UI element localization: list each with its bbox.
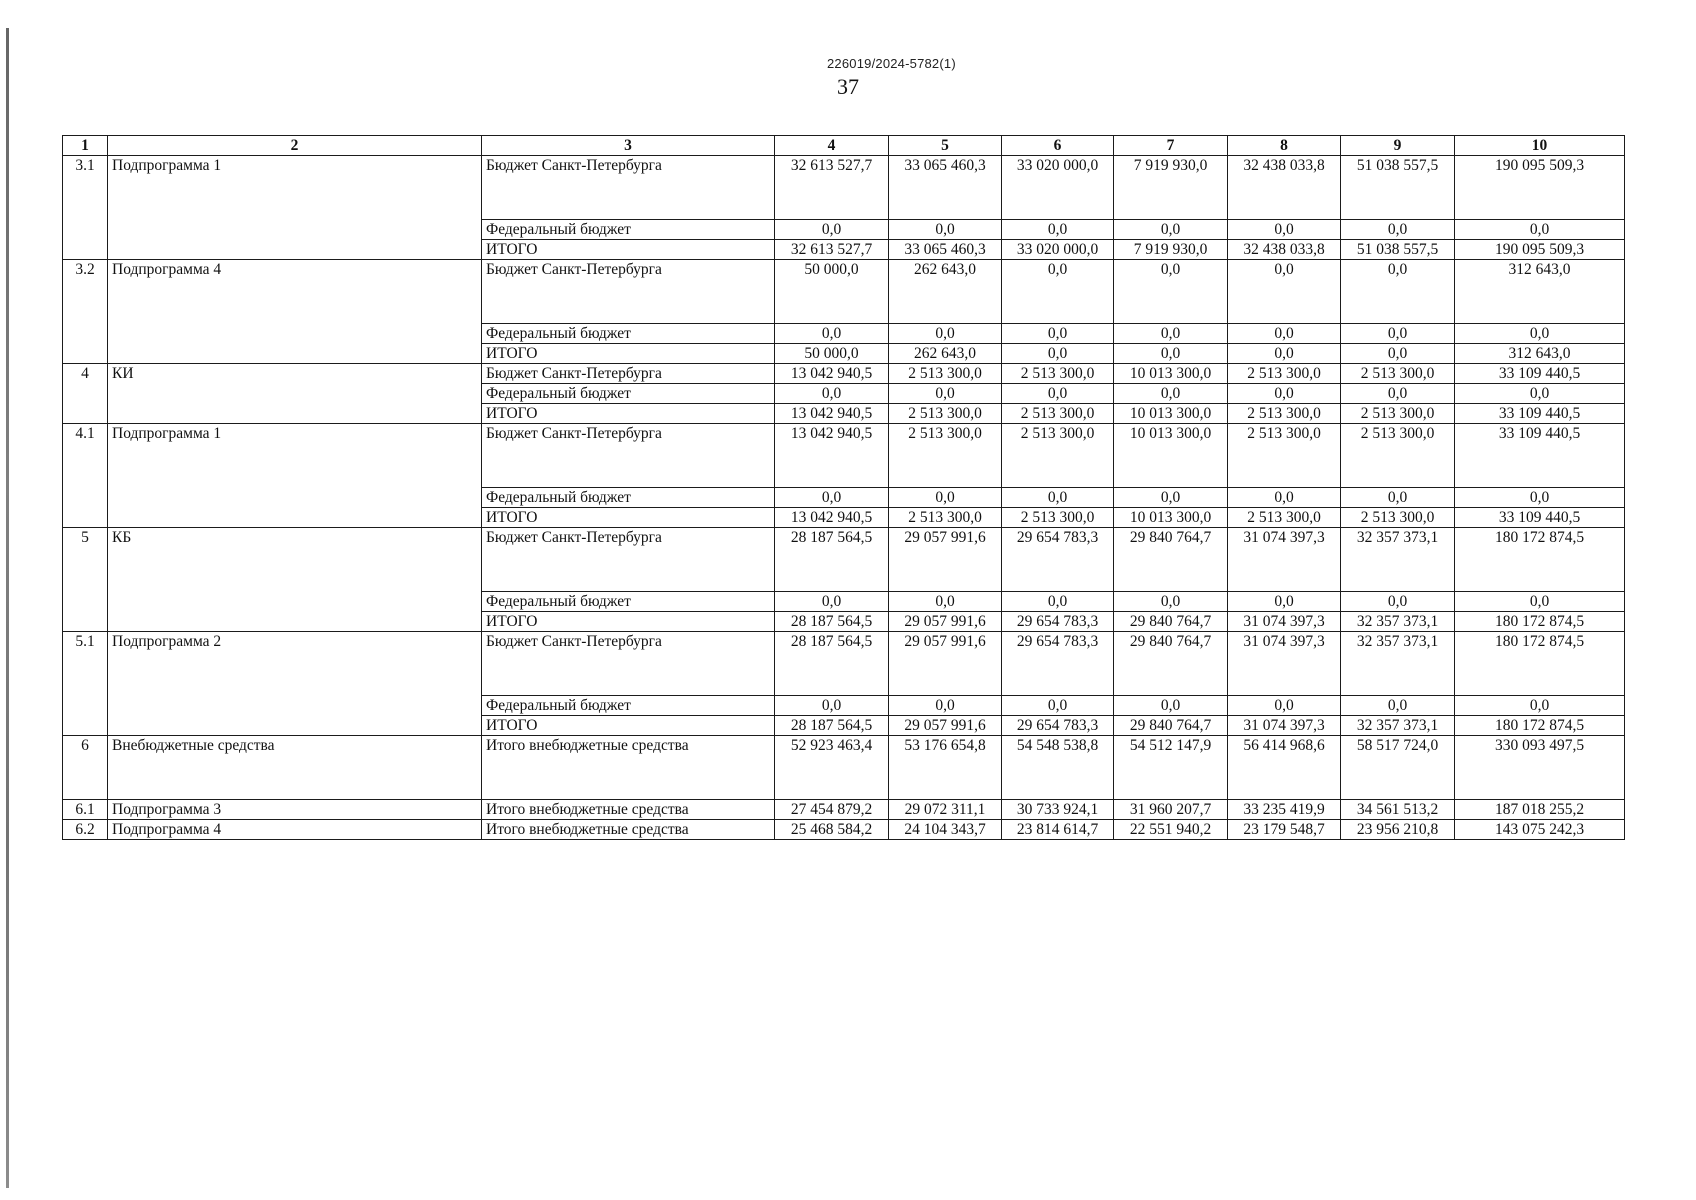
- year-value: 31 074 397,3: [1228, 632, 1341, 696]
- year-value: 2 513 300,0: [889, 424, 1002, 488]
- total-value: 33 109 440,5: [1455, 508, 1625, 528]
- total-value: 330 093 497,5: [1455, 736, 1625, 800]
- program-name: Внебюджетные средства: [108, 736, 482, 800]
- year-value: 29 840 764,7: [1114, 716, 1228, 736]
- total-value: 187 018 255,2: [1455, 800, 1625, 820]
- funding-source: Бюджет Санкт-Петербурга: [482, 424, 775, 488]
- year-value: 0,0: [1341, 592, 1455, 612]
- header-row: [63, 136, 1625, 156]
- total-value: 0,0: [1455, 384, 1625, 404]
- year-value: 0,0: [1002, 344, 1114, 364]
- year-value: 54 512 147,9: [1114, 736, 1228, 800]
- program-name: Подпрограмма 3: [108, 800, 482, 820]
- funding-source: Итого внебюджетные средства: [482, 800, 775, 820]
- total-value: 180 172 874,5: [1455, 632, 1625, 696]
- year-value: 31 960 207,7: [1114, 800, 1228, 820]
- table-row: [63, 736, 1625, 800]
- year-value: 13 042 940,5: [775, 508, 889, 528]
- program-name: Подпрограмма 1: [108, 424, 482, 528]
- year-value: 29 057 991,6: [889, 612, 1002, 632]
- total-value: 312 643,0: [1455, 260, 1625, 324]
- year-value: 0,0: [775, 220, 889, 240]
- funding-source: ИТОГО: [482, 716, 775, 736]
- row-number: 4.1: [63, 424, 108, 528]
- funding-source: ИТОГО: [482, 344, 775, 364]
- year-value: 2 513 300,0: [1002, 364, 1114, 384]
- year-value: 0,0: [1002, 324, 1114, 344]
- row-number: 4: [63, 364, 108, 424]
- program-name: Подпрограмма 4: [108, 820, 482, 840]
- funding-source: ИТОГО: [482, 612, 775, 632]
- year-value: 2 513 300,0: [1341, 508, 1455, 528]
- year-value: 0,0: [1341, 260, 1455, 324]
- year-value: 0,0: [1002, 384, 1114, 404]
- year-value: 10 013 300,0: [1114, 364, 1228, 384]
- year-value: 10 013 300,0: [1114, 404, 1228, 424]
- year-value: 0,0: [889, 324, 1002, 344]
- year-value: 2 513 300,0: [1002, 424, 1114, 488]
- year-value: 2 513 300,0: [1228, 508, 1341, 528]
- year-value: 29 840 764,7: [1114, 612, 1228, 632]
- header-cell: 9: [1341, 136, 1455, 156]
- row-number: 6.1: [63, 800, 108, 820]
- total-value: 33 109 440,5: [1455, 364, 1625, 384]
- funding-source: Федеральный бюджет: [482, 592, 775, 612]
- total-value: 0,0: [1455, 696, 1625, 716]
- year-value: 25 468 584,2: [775, 820, 889, 840]
- year-value: 0,0: [1002, 488, 1114, 508]
- year-value: 0,0: [775, 324, 889, 344]
- year-value: 0,0: [775, 488, 889, 508]
- year-value: 10 013 300,0: [1114, 508, 1228, 528]
- year-value: 50 000,0: [775, 260, 889, 324]
- table-row: [63, 800, 1625, 820]
- header-cell: 3: [482, 136, 775, 156]
- year-value: 29 840 764,7: [1114, 528, 1228, 592]
- table-row: [63, 364, 1625, 384]
- year-value: 28 187 564,5: [775, 632, 889, 696]
- row-number: 5.1: [63, 632, 108, 736]
- funding-source: Федеральный бюджет: [482, 324, 775, 344]
- year-value: 33 020 000,0: [1002, 156, 1114, 220]
- year-value: 32 357 373,1: [1341, 716, 1455, 736]
- table-row: [63, 424, 1625, 488]
- total-value: 180 172 874,5: [1455, 716, 1625, 736]
- program-name: КБ: [108, 528, 482, 632]
- year-value: 262 643,0: [889, 260, 1002, 324]
- header-cell: 8: [1228, 136, 1341, 156]
- year-value: 0,0: [1228, 324, 1341, 344]
- program-name: Подпрограмма 1: [108, 156, 482, 260]
- year-value: 2 513 300,0: [1341, 424, 1455, 488]
- total-value: 0,0: [1455, 220, 1625, 240]
- year-value: 0,0: [1114, 344, 1228, 364]
- year-value: 31 074 397,3: [1228, 528, 1341, 592]
- total-value: 33 109 440,5: [1455, 404, 1625, 424]
- budget-table-body: [63, 156, 1625, 840]
- total-value: 0,0: [1455, 324, 1625, 344]
- year-value: 32 357 373,1: [1341, 528, 1455, 592]
- funding-source: Бюджет Санкт-Петербурга: [482, 156, 775, 220]
- year-value: 53 176 654,8: [889, 736, 1002, 800]
- year-value: 0,0: [1228, 260, 1341, 324]
- funding-source: Бюджет Санкт-Петербурга: [482, 632, 775, 696]
- year-value: 0,0: [775, 592, 889, 612]
- document-stamp: 226019/2024-5782(1): [827, 56, 956, 71]
- year-value: 33 235 419,9: [1228, 800, 1341, 820]
- year-value: 0,0: [1341, 384, 1455, 404]
- year-value: 29 840 764,7: [1114, 632, 1228, 696]
- header-cell: 7: [1114, 136, 1228, 156]
- year-value: 27 454 879,2: [775, 800, 889, 820]
- total-value: 180 172 874,5: [1455, 612, 1625, 632]
- year-value: 32 438 033,8: [1228, 156, 1341, 220]
- year-value: 32 357 373,1: [1341, 632, 1455, 696]
- budget-table: [62, 135, 1625, 840]
- year-value: 0,0: [1228, 384, 1341, 404]
- year-value: 0,0: [1228, 592, 1341, 612]
- year-value: 0,0: [1228, 488, 1341, 508]
- year-value: 51 038 557,5: [1341, 240, 1455, 260]
- row-number: 6: [63, 736, 108, 800]
- year-value: 29 654 783,3: [1002, 716, 1114, 736]
- year-value: 2 513 300,0: [889, 404, 1002, 424]
- year-value: 0,0: [1002, 592, 1114, 612]
- year-value: 32 357 373,1: [1341, 612, 1455, 632]
- year-value: 0,0: [1002, 260, 1114, 324]
- year-value: 23 179 548,7: [1228, 820, 1341, 840]
- total-value: 180 172 874,5: [1455, 528, 1625, 592]
- year-value: 0,0: [1341, 488, 1455, 508]
- year-value: 13 042 940,5: [775, 364, 889, 384]
- funding-source: Федеральный бюджет: [482, 696, 775, 716]
- year-value: 2 513 300,0: [889, 508, 1002, 528]
- header-cell: 6: [1002, 136, 1114, 156]
- year-value: 50 000,0: [775, 344, 889, 364]
- year-value: 0,0: [775, 384, 889, 404]
- table-row: [63, 156, 1625, 220]
- table-row: [63, 260, 1625, 324]
- year-value: 29 057 991,6: [889, 632, 1002, 696]
- funding-source: Федеральный бюджет: [482, 220, 775, 240]
- year-value: 0,0: [1228, 220, 1341, 240]
- total-value: 190 095 509,3: [1455, 240, 1625, 260]
- year-value: 32 438 033,8: [1228, 240, 1341, 260]
- year-value: 34 561 513,2: [1341, 800, 1455, 820]
- year-value: 31 074 397,3: [1228, 612, 1341, 632]
- year-value: 58 517 724,0: [1341, 736, 1455, 800]
- year-value: 2 513 300,0: [1341, 404, 1455, 424]
- program-name: КИ: [108, 364, 482, 424]
- year-value: 32 613 527,7: [775, 156, 889, 220]
- year-value: 54 548 538,8: [1002, 736, 1114, 800]
- year-value: 13 042 940,5: [775, 404, 889, 424]
- year-value: 0,0: [1228, 696, 1341, 716]
- program-name: Подпрограмма 2: [108, 632, 482, 736]
- year-value: 31 074 397,3: [1228, 716, 1341, 736]
- year-value: 10 013 300,0: [1114, 424, 1228, 488]
- funding-source: Итого внебюджетные средства: [482, 736, 775, 800]
- year-value: 2 513 300,0: [1228, 364, 1341, 384]
- funding-source: Федеральный бюджет: [482, 488, 775, 508]
- year-value: 2 513 300,0: [1002, 508, 1114, 528]
- year-value: 2 513 300,0: [1228, 404, 1341, 424]
- program-name: Подпрограмма 4: [108, 260, 482, 364]
- year-value: 0,0: [1114, 488, 1228, 508]
- year-value: 0,0: [889, 488, 1002, 508]
- scan-edge: [6, 28, 9, 1188]
- year-value: 33 065 460,3: [889, 240, 1002, 260]
- header-cell: 10: [1455, 136, 1625, 156]
- year-value: 32 613 527,7: [775, 240, 889, 260]
- row-number: 6.2: [63, 820, 108, 840]
- funding-source: ИТОГО: [482, 508, 775, 528]
- table-row: [63, 632, 1625, 696]
- total-value: 312 643,0: [1455, 344, 1625, 364]
- total-value: 190 095 509,3: [1455, 156, 1625, 220]
- total-value: 0,0: [1455, 592, 1625, 612]
- year-value: 29 057 991,6: [889, 716, 1002, 736]
- funding-source: ИТОГО: [482, 404, 775, 424]
- year-value: 0,0: [1341, 324, 1455, 344]
- header-cell: 4: [775, 136, 889, 156]
- table-row: [63, 820, 1625, 840]
- year-value: 7 919 930,0: [1114, 240, 1228, 260]
- year-value: 30 733 924,1: [1002, 800, 1114, 820]
- header-cell: 2: [108, 136, 482, 156]
- total-value: 33 109 440,5: [1455, 424, 1625, 488]
- funding-source: Итого внебюджетные средства: [482, 820, 775, 840]
- year-value: 52 923 463,4: [775, 736, 889, 800]
- header-cell: 5: [889, 136, 1002, 156]
- year-value: 28 187 564,5: [775, 716, 889, 736]
- year-value: 33 020 000,0: [1002, 240, 1114, 260]
- year-value: 0,0: [1341, 696, 1455, 716]
- year-value: 22 551 940,2: [1114, 820, 1228, 840]
- year-value: 0,0: [1114, 324, 1228, 344]
- year-value: 29 654 783,3: [1002, 632, 1114, 696]
- year-value: 29 072 311,1: [889, 800, 1002, 820]
- year-value: 29 057 991,6: [889, 528, 1002, 592]
- total-value: 143 075 242,3: [1455, 820, 1625, 840]
- year-value: 0,0: [1114, 592, 1228, 612]
- total-value: 0,0: [1455, 488, 1625, 508]
- header-cell: 1: [63, 136, 108, 156]
- year-value: 0,0: [1341, 344, 1455, 364]
- year-value: 0,0: [1002, 220, 1114, 240]
- funding-source: Бюджет Санкт-Петербурга: [482, 364, 775, 384]
- year-value: 23 956 210,8: [1341, 820, 1455, 840]
- year-value: 0,0: [889, 220, 1002, 240]
- year-value: 0,0: [775, 696, 889, 716]
- year-value: 29 654 783,3: [1002, 528, 1114, 592]
- funding-source: ИТОГО: [482, 240, 775, 260]
- year-value: 0,0: [1002, 696, 1114, 716]
- year-value: 33 065 460,3: [889, 156, 1002, 220]
- year-value: 0,0: [1114, 384, 1228, 404]
- year-value: 0,0: [1341, 220, 1455, 240]
- row-number: 3.2: [63, 260, 108, 364]
- year-value: 0,0: [889, 696, 1002, 716]
- year-value: 0,0: [889, 592, 1002, 612]
- table-row: [63, 528, 1625, 592]
- year-value: 0,0: [889, 384, 1002, 404]
- year-value: 2 513 300,0: [1341, 364, 1455, 384]
- year-value: 2 513 300,0: [1002, 404, 1114, 424]
- row-number: 3.1: [63, 156, 108, 260]
- year-value: 51 038 557,5: [1341, 156, 1455, 220]
- funding-source: Бюджет Санкт-Петербурга: [482, 528, 775, 592]
- year-value: 28 187 564,5: [775, 528, 889, 592]
- year-value: 24 104 343,7: [889, 820, 1002, 840]
- year-value: 23 814 614,7: [1002, 820, 1114, 840]
- year-value: 2 513 300,0: [889, 364, 1002, 384]
- year-value: 262 643,0: [889, 344, 1002, 364]
- year-value: 13 042 940,5: [775, 424, 889, 488]
- year-value: 0,0: [1114, 260, 1228, 324]
- year-value: 56 414 968,6: [1228, 736, 1341, 800]
- year-value: 0,0: [1114, 696, 1228, 716]
- page-number: 37: [837, 74, 859, 99]
- year-value: 7 919 930,0: [1114, 156, 1228, 220]
- funding-source: Федеральный бюджет: [482, 384, 775, 404]
- year-value: 0,0: [1114, 220, 1228, 240]
- year-value: 2 513 300,0: [1228, 424, 1341, 488]
- row-number: 5: [63, 528, 108, 632]
- year-value: 29 654 783,3: [1002, 612, 1114, 632]
- year-value: 0,0: [1228, 344, 1341, 364]
- year-value: 28 187 564,5: [775, 612, 889, 632]
- funding-source: Бюджет Санкт-Петербурга: [482, 260, 775, 324]
